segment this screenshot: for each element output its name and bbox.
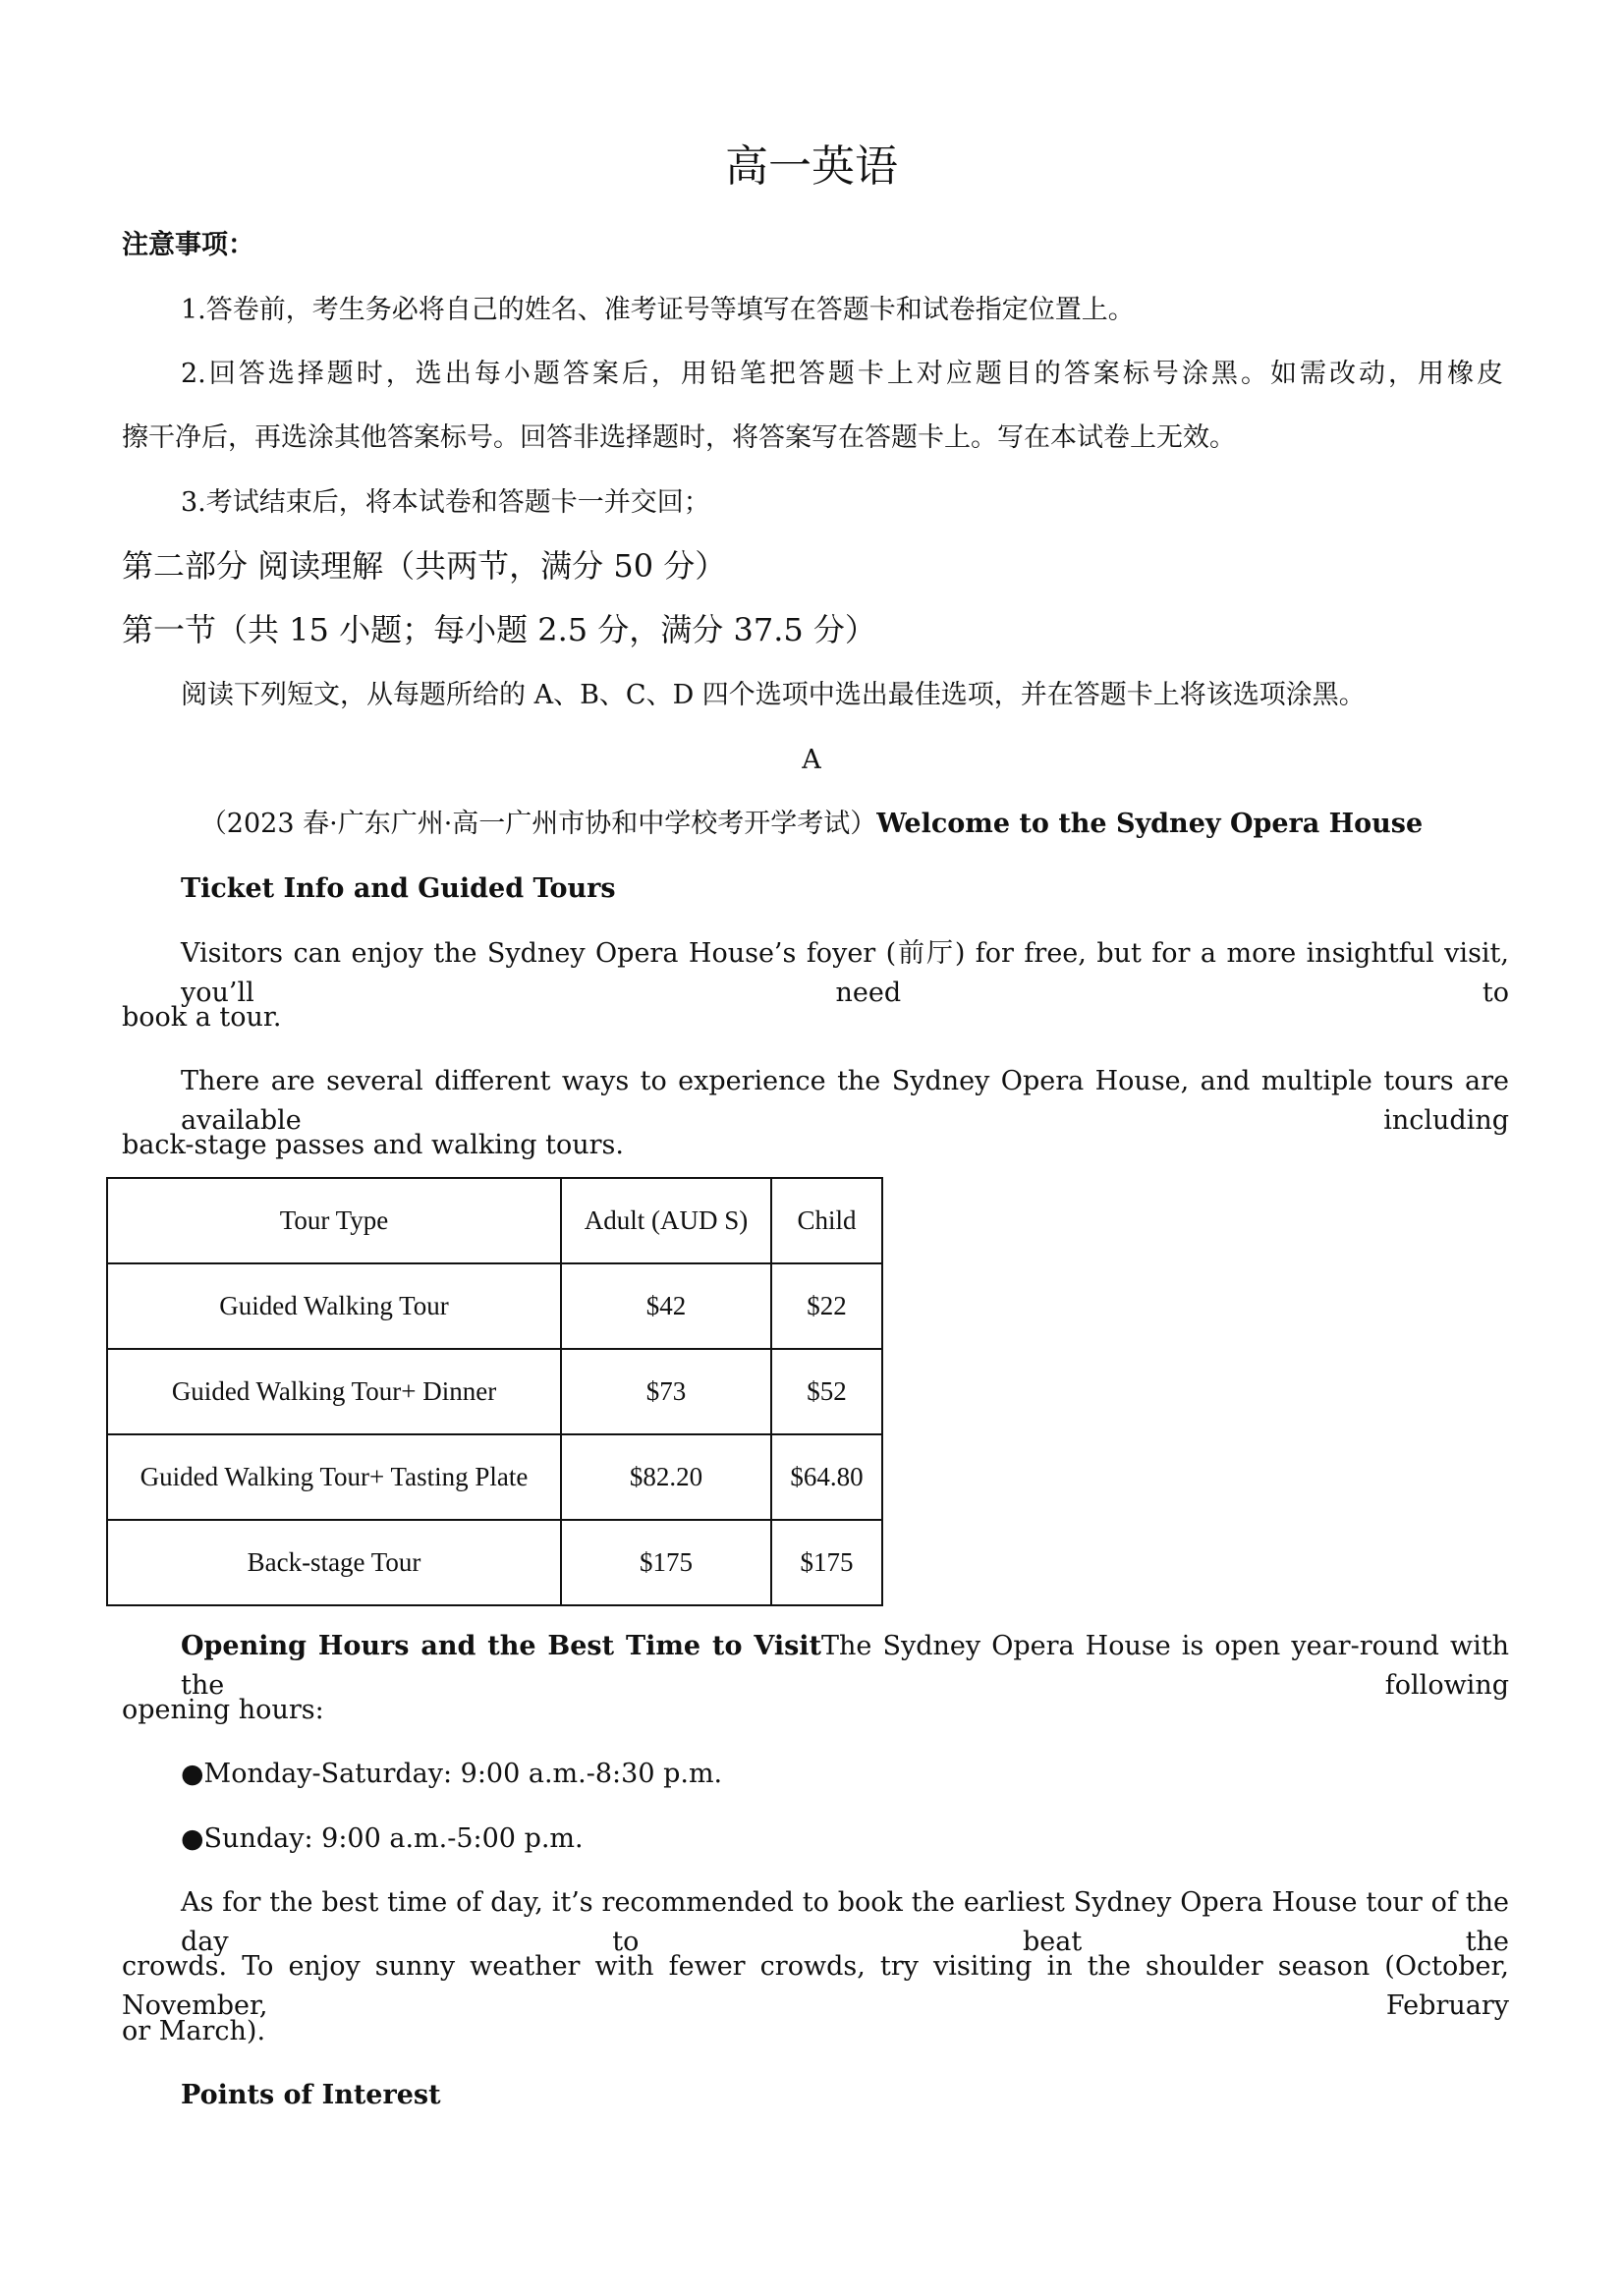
section-one-heading: 第一节（共 15 小题；每小题 2.5 分，满分 37.5 分） <box>122 611 876 648</box>
table-row <box>107 1434 882 1520</box>
adult-price-cell: $175 <box>561 1520 771 1605</box>
part-two-heading: 第二部分 阅读理解（共两节，满分 50 分） <box>122 547 727 585</box>
paragraph-4-line-2: crowds. To enjoy sunny weather with fewer crowds, try visiting in the shoulder season (October, November, February <box>122 1951 1509 2021</box>
paragraph-4-line-3: or March). <box>122 2016 266 2046</box>
notes-item-2-line-2: 擦干净后，再选涂其他答案标号。回答非选择题时，将答案写在答题卡上。写在本试卷上无效。 <box>122 422 1236 453</box>
paragraph-1-line-2: book a tour. <box>122 1002 282 1033</box>
table-row <box>107 1520 882 1605</box>
passage-headline: Welcome to the Sydney Opera House <box>876 809 1424 839</box>
child-price-cell: $175 <box>771 1520 882 1605</box>
notes-item-1: 1.答卷前，考生务必将自己的姓名、准考证号等填写在答题卡和试卷指定位置上。 <box>181 295 1135 325</box>
header-child: Child <box>771 1178 882 1263</box>
tour-type-cell: Guided Walking Tour <box>107 1263 561 1349</box>
table-row <box>107 1263 882 1349</box>
child-price-cell: $64.80 <box>771 1434 882 1520</box>
table-header-row <box>107 1178 882 1263</box>
notes-item-2-line-1: 2.回答选择题时，选出每小题答案后，用铅笔把答题卡上对应题目的答案标号涂黑。如需改动，用橡皮 <box>181 359 1503 389</box>
paragraph-3-line-2: opening hours: <box>122 1695 324 1725</box>
tour-price-table <box>106 1177 883 1606</box>
passage-source: （2023 春·广东广州·高一广州市协和中学校考开学考试） <box>199 809 877 839</box>
adult-price-cell: $73 <box>561 1349 771 1434</box>
child-price-cell: $52 <box>771 1349 882 1434</box>
subheading-opening-hours: Opening Hours and the Best Time to Visit <box>181 1631 822 1661</box>
opening-hours-weekday: ●Monday-Saturday: 9:00 a.m.-8:30 p.m. <box>181 1759 723 1789</box>
paragraph-3-text: The Sydney Opera House is open year-round with the following <box>181 1631 1509 1701</box>
paragraph-2-line-2: back-stage passes and walking tours. <box>122 1130 624 1160</box>
opening-hours-sunday: ●Sunday: 9:00 a.m.-5:00 p.m. <box>181 1823 584 1854</box>
paragraph-3-line-1 <box>181 1627 1509 1706</box>
header-tour-type: Tour Type <box>107 1178 561 1263</box>
tour-type-cell: Guided Walking Tour+ Tasting Plate <box>107 1434 561 1520</box>
instruction: 阅读下列短文，从每题所给的 A、B、C、D 四个选项中选出最佳选项，并在答题卡上将该选项涂黑。 <box>181 680 1366 710</box>
passage-label: A <box>802 745 821 775</box>
passage-source-line <box>0 805 1623 844</box>
notes-item-3: 3.考试结束后，将本试卷和答题卡一并交回； <box>181 487 710 518</box>
page-title: 高一英语 <box>725 141 898 192</box>
subheading-ticket-info: Ticket Info and Guided Tours <box>181 873 616 904</box>
table-row <box>107 1349 882 1434</box>
paragraph-4-line-1: As for the best time of day, it’s recommended to book the earliest Sydney Opera House tour of the day to beat the <box>181 1887 1509 1957</box>
adult-price-cell: $42 <box>561 1263 771 1349</box>
notes-heading: 注意事项： <box>122 230 254 260</box>
header-adult: Adult (AUD S) <box>561 1178 771 1263</box>
paragraph-2-line-1: There are several different ways to experience the Sydney Opera House, and multiple tours are available including <box>181 1066 1509 1136</box>
tour-type-cell: Guided Walking Tour+ Dinner <box>107 1349 561 1434</box>
subheading-points-of-interest: Points of Interest <box>181 2080 441 2110</box>
paragraph-1-line-1: Visitors can enjoy the Sydney Opera House’s foyer (前厅) for free, but for a more insightful visit, you’ll need to <box>181 938 1509 1008</box>
adult-price-cell: $82.20 <box>561 1434 771 1520</box>
tour-type-cell: Back-stage Tour <box>107 1520 561 1605</box>
child-price-cell: $22 <box>771 1263 882 1349</box>
